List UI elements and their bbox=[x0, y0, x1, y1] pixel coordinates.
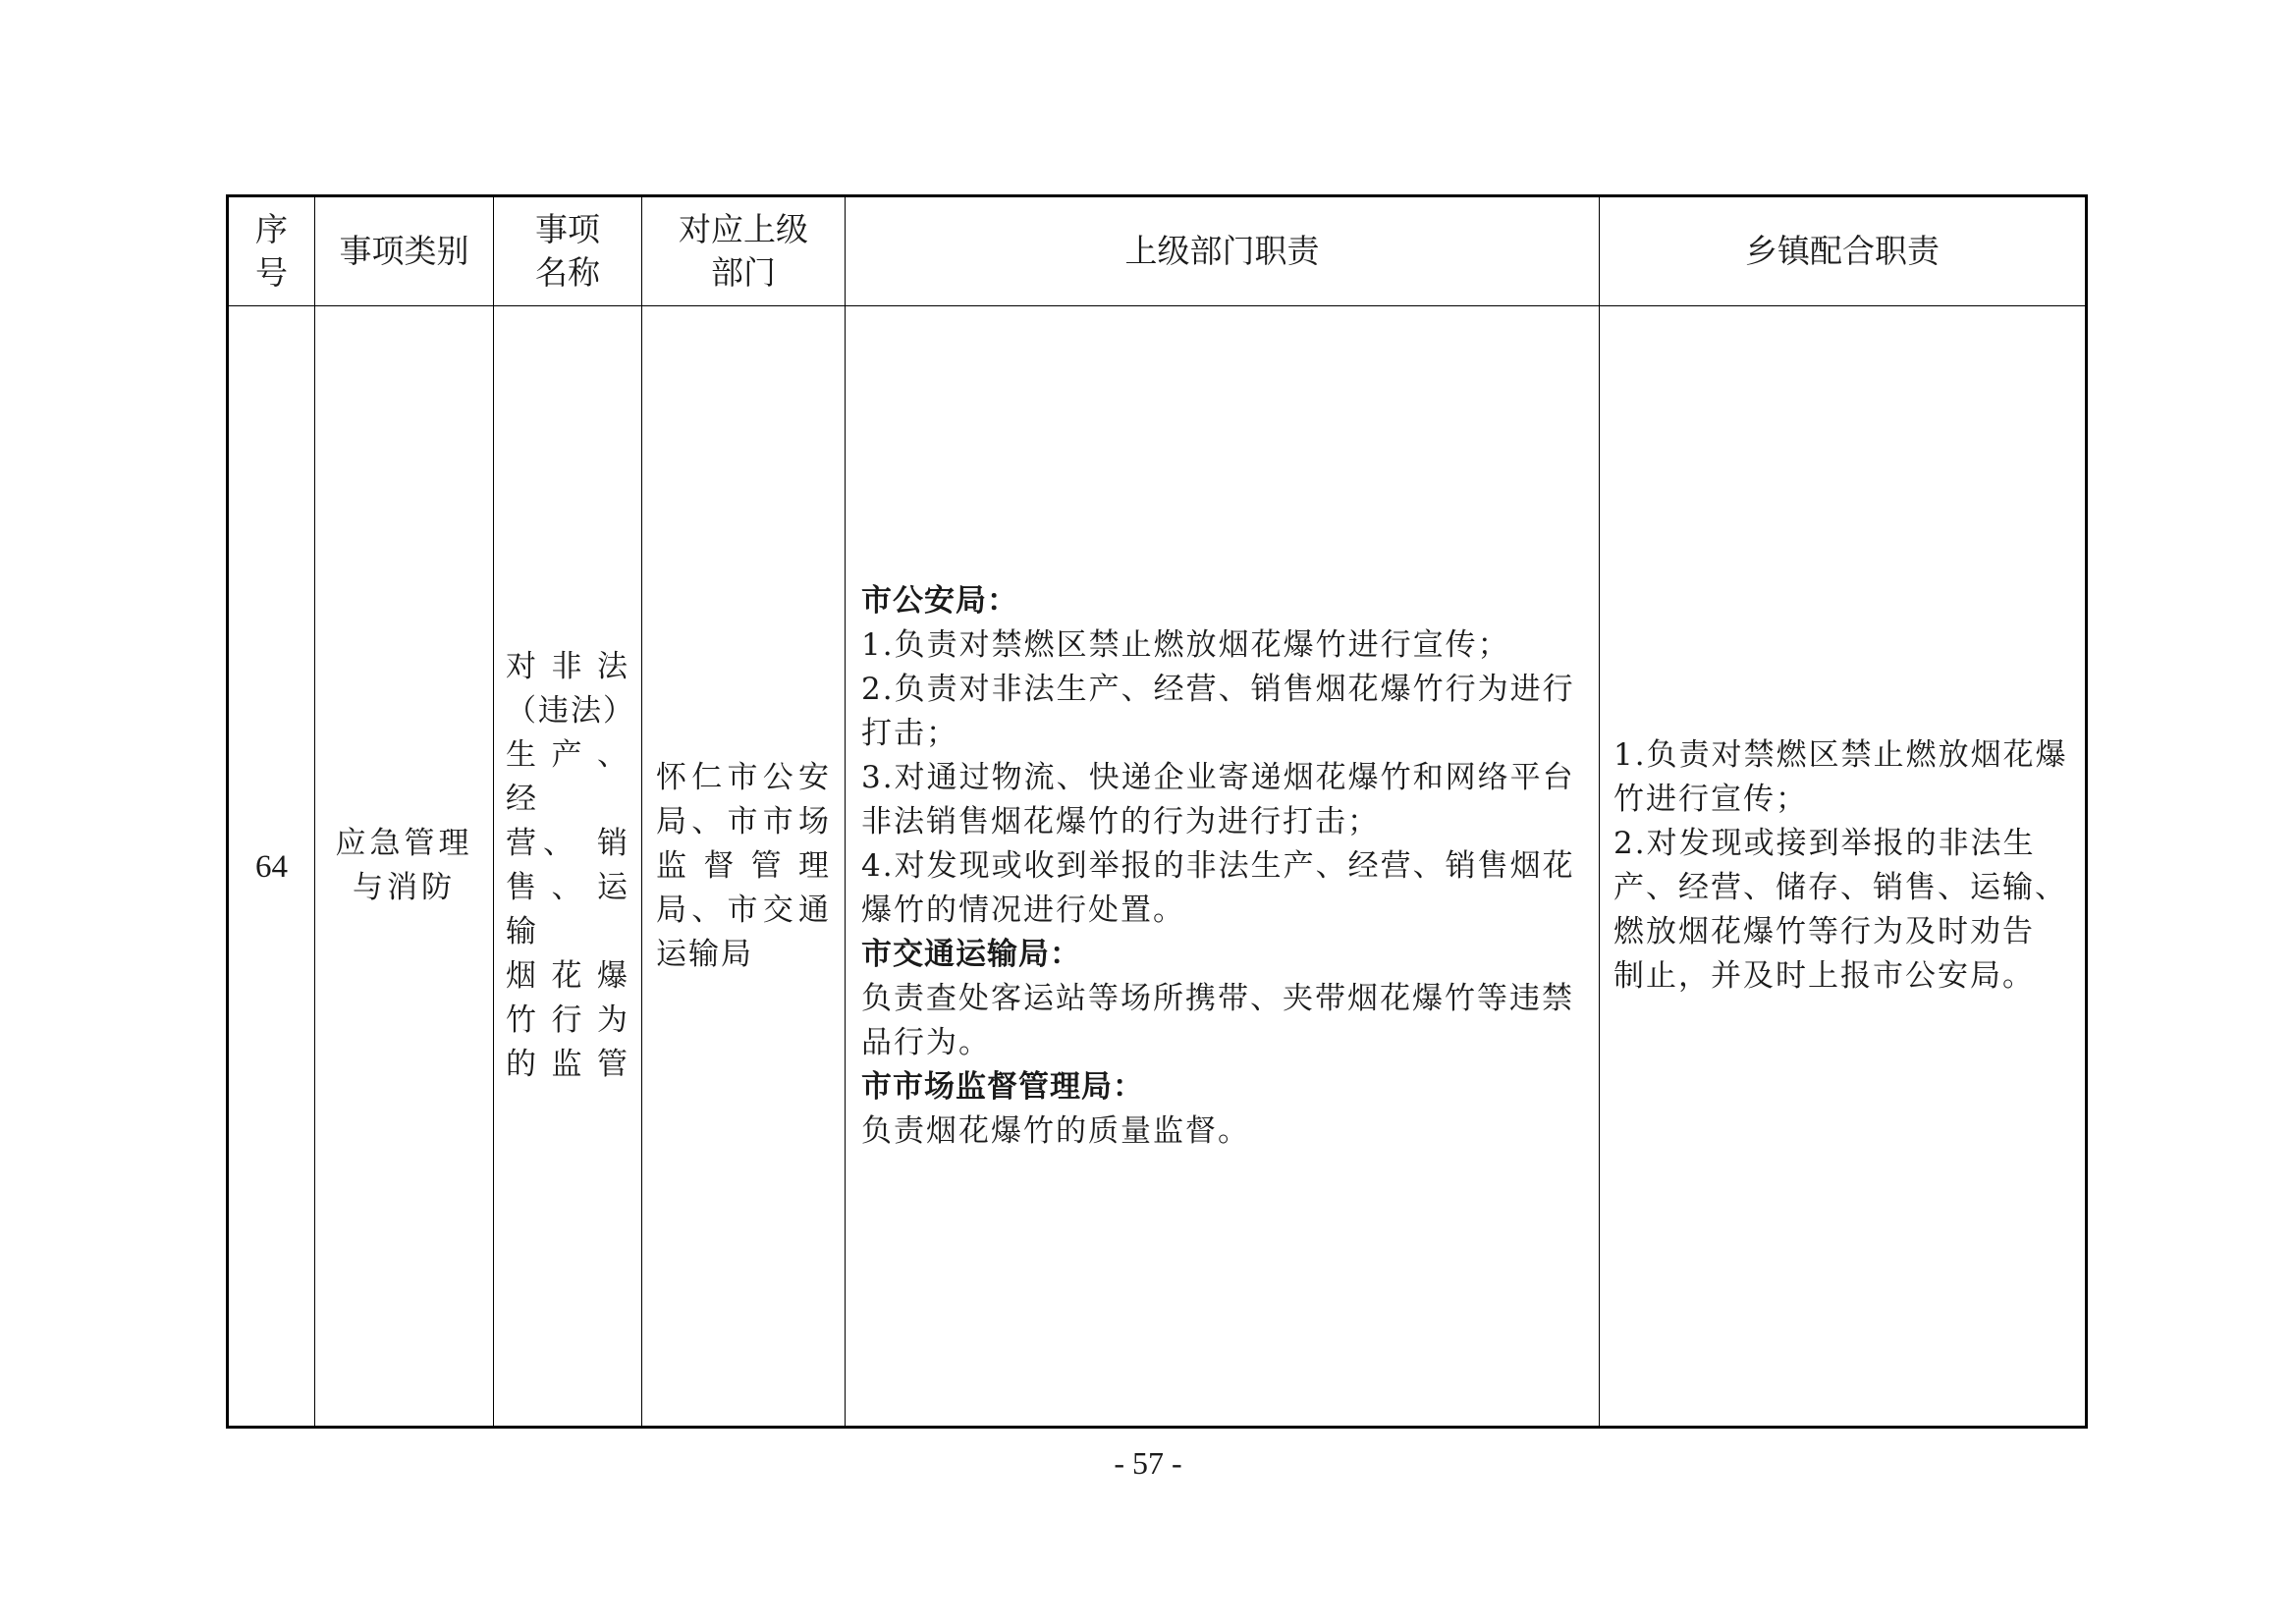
item-name-line: 营、 销 bbox=[506, 826, 629, 861]
dept-line: 怀仁市公安 bbox=[656, 759, 831, 795]
category-line: 与消防 bbox=[353, 870, 456, 905]
responsibility-table bbox=[226, 194, 2088, 1429]
upper-duty-block bbox=[846, 579, 1599, 1154]
header-dept-line: 部门 bbox=[711, 253, 776, 292]
table-row bbox=[228, 306, 2087, 1428]
dept-heading-market: 市市场监督管理局： bbox=[861, 1068, 1144, 1105]
cell-item-name bbox=[494, 306, 642, 1428]
cell-town-duty bbox=[1600, 306, 2087, 1428]
header-name bbox=[494, 196, 642, 306]
item-name-line: 对 非 法 bbox=[506, 649, 629, 684]
header-upper-duty: 上级部门职责 bbox=[846, 196, 1600, 306]
header-name-line: 事项 bbox=[535, 210, 600, 248]
cell-dept bbox=[642, 306, 846, 1428]
dept-line: 局、市交通 bbox=[656, 892, 831, 928]
item-name-line: 竹 行 为 bbox=[506, 1002, 629, 1038]
town-duty-block bbox=[1600, 733, 2085, 999]
duty-line: 非法销售烟花爆竹的行为进行打击； bbox=[861, 803, 1380, 839]
header-dept bbox=[642, 196, 846, 306]
duty-line: 负责烟花爆竹的质量监督。 bbox=[861, 1112, 1250, 1149]
item-name-line: 售、运输 bbox=[506, 870, 629, 949]
header-dept-line: 对应上级 bbox=[679, 210, 808, 248]
cell-upper-duty bbox=[846, 306, 1600, 1428]
dept-heading-transport: 市交通运输局： bbox=[861, 936, 1081, 972]
town-duty-line: 产、经营、储存、销售、运输、 bbox=[1613, 870, 2067, 905]
category-line: 应急管理 bbox=[335, 826, 473, 861]
page-number: - 57 - bbox=[1114, 1445, 1182, 1481]
table-header-row bbox=[228, 196, 2087, 306]
item-name-line: 生产、经 bbox=[506, 737, 629, 817]
cell-seq bbox=[228, 306, 315, 1428]
dept-line: 局、市市场 bbox=[656, 803, 831, 839]
town-duty-line: 1.负责对禁燃区禁止燃放烟花爆 bbox=[1613, 737, 2068, 773]
dept-line: 运输局 bbox=[656, 936, 753, 972]
header-town-duty: 乡镇配合职责 bbox=[1600, 196, 2087, 306]
town-duty-line: 制止，并及时上报市公安局。 bbox=[1613, 958, 2035, 994]
cell-category bbox=[315, 306, 494, 1428]
seq-value: 64 bbox=[255, 848, 288, 885]
dept-line: 监督管理 bbox=[656, 847, 831, 884]
item-name-line: 的监管 bbox=[506, 1047, 629, 1082]
duty-line: 4.对发现或收到举报的非法生产、经营、销售烟花 bbox=[861, 847, 1575, 884]
duty-line: 爆竹的情况进行处置。 bbox=[861, 892, 1185, 928]
town-duty-line: 竹进行宣传； bbox=[1613, 782, 1808, 817]
item-name-line: （违法） bbox=[506, 693, 635, 729]
header-seq-line: 号 bbox=[255, 253, 288, 292]
duty-line: 打击； bbox=[861, 715, 958, 751]
dept-heading-public-security: 市公安局： bbox=[861, 582, 1018, 619]
town-duty-line: 2.对发现或接到举报的非法生 bbox=[1613, 826, 2036, 861]
header-category: 事项类别 bbox=[315, 196, 494, 306]
duty-line: 2.负责对非法生产、经营、销售烟花爆竹行为进行 bbox=[861, 671, 1575, 707]
duty-line: 3.对通过物流、快递企业寄递烟花爆竹和网络平台 bbox=[861, 759, 1575, 795]
duty-line: 负责查处客运站等场所携带、夹带烟花爆竹等违禁 bbox=[861, 980, 1574, 1016]
item-name-line: 烟 花 爆 bbox=[506, 958, 629, 994]
duty-line: 1.负责对禁燃区禁止燃放烟花爆竹进行宣传； bbox=[861, 626, 1510, 663]
header-seq-line: 序 bbox=[255, 210, 288, 248]
header-name-line: 名称 bbox=[535, 253, 600, 292]
header-seq bbox=[228, 196, 315, 306]
duty-line: 品行为。 bbox=[861, 1024, 991, 1060]
town-duty-line: 燃放烟花爆竹等行为及时劝告 bbox=[1613, 914, 2035, 949]
